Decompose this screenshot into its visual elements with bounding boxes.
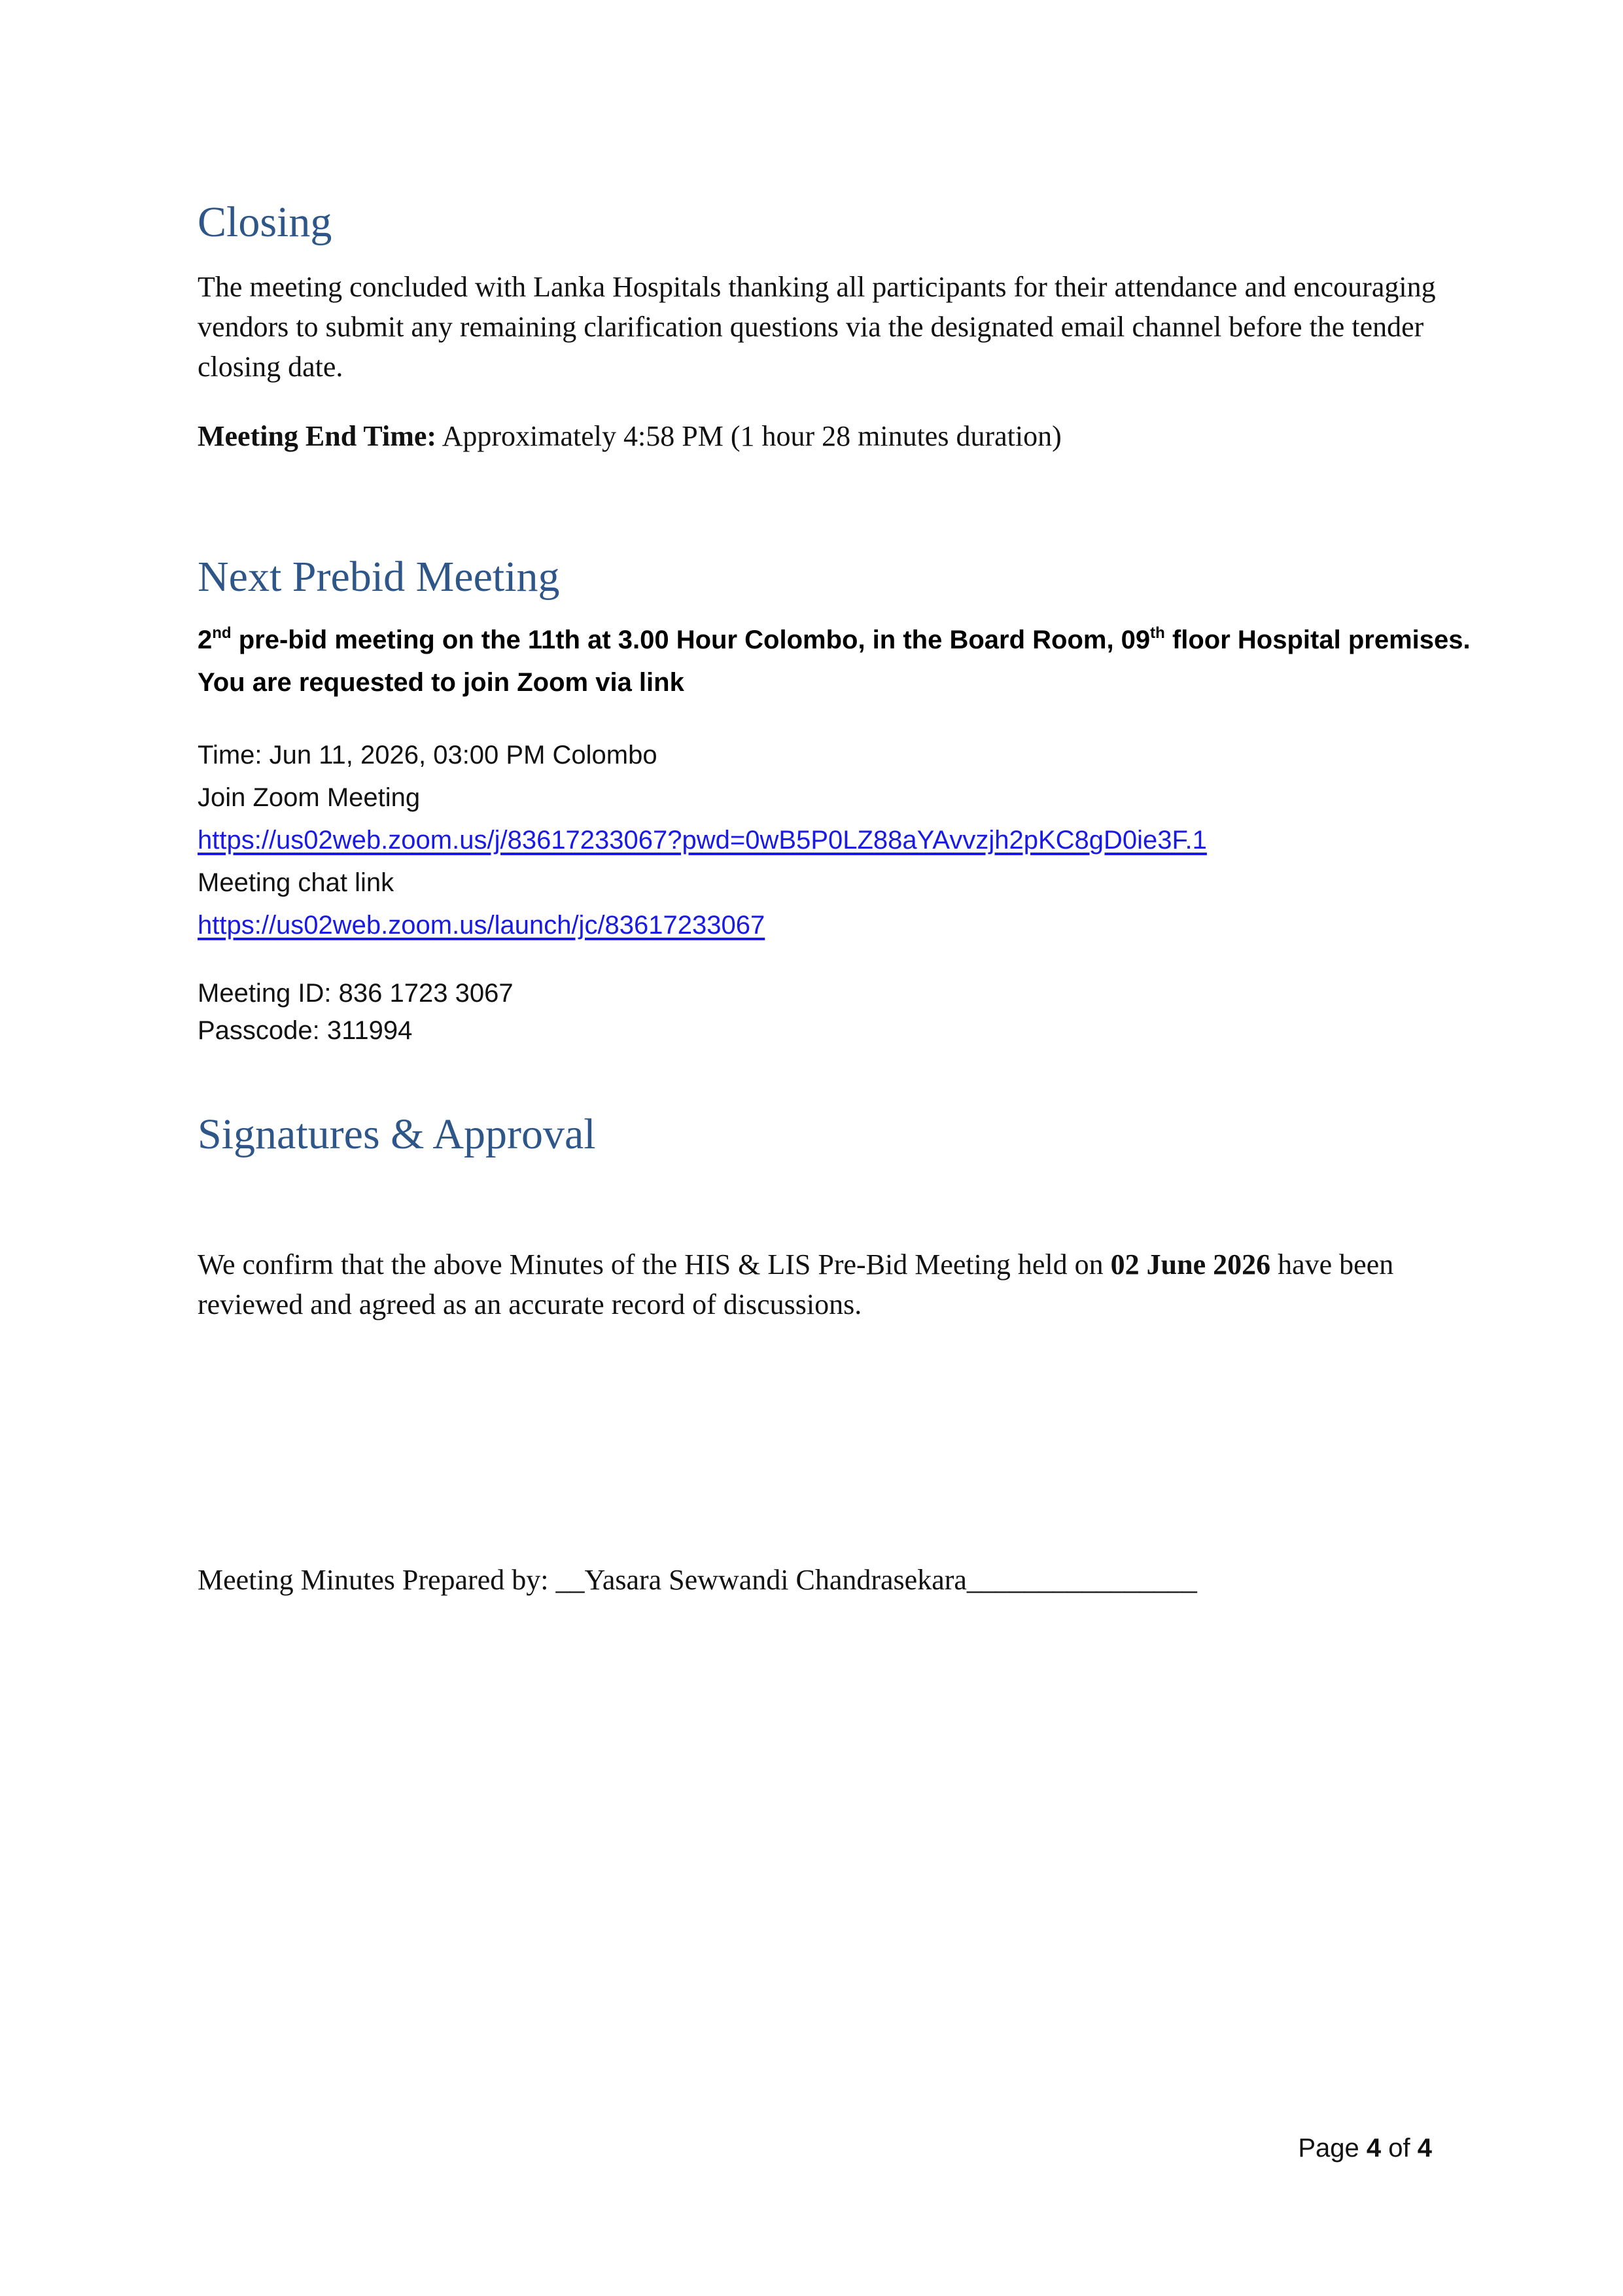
announcement-part-2: floor Hospital premises. You are requested to join Zoom via link [198, 626, 1471, 697]
prepared-by: Meeting Minutes Prepared by: __Yasara Sewwandi Chandrasekara________________ [198, 1564, 1197, 1596]
confirmation-text-1: We confirm that the above Minutes of the HIS & LIS Pre-Bid Meeting held on [198, 1248, 1111, 1280]
join-zoom-label: Join Zoom Meeting [198, 783, 421, 812]
page-total: 4 [1417, 2134, 1432, 2163]
ordinal-suffix: nd [212, 624, 232, 642]
meeting-date: 02 June 2026 [1110, 1248, 1271, 1280]
page-current: 4 [1366, 2134, 1382, 2163]
meeting-end-time-label: Meeting End Time: [198, 420, 437, 452]
signatures-heading: Signatures & Approval [198, 1110, 596, 1158]
of-word: of [1381, 2134, 1418, 2163]
join-zoom-link[interactable]: https://us02web.zoom.us/j/83617233067?pwd=0wB5P0LZ88aYAvvzjh2pKC8gD0ie3F.1 [198, 826, 1207, 855]
meeting-time: Time: Jun 11, 2026, 03:00 PM Colombo [198, 741, 657, 769]
meeting-id: Meeting ID: 836 1723 3067 [198, 979, 514, 1008]
closing-heading: Closing [198, 198, 332, 246]
announcement-part-1: pre-bid meeting on the 11th at 3.00 Hour Colombo, in the Board Room, 09 [231, 626, 1151, 654]
meeting-end-time-value: Approximately 4:58 PM (1 hour 28 minutes duration) [436, 420, 1062, 452]
floor-suffix: th [1150, 624, 1165, 642]
meeting-end-time [198, 416, 1473, 456]
prebid-announcement [198, 619, 1473, 704]
ordinal-number: 2 [198, 626, 213, 654]
closing-paragraph: The meeting concluded with Lanka Hospitals thanking all participants for their attendance and encouraging vendors to submit any remaining clarification questions via the designated email channel before the tender closing date. [198, 271, 1436, 383]
meeting-chat-link[interactable]: https://us02web.zoom.us/launch/jc/83617233067 [198, 911, 765, 940]
page-number [1298, 2132, 1432, 2164]
meeting-passcode: Passcode: 311994 [198, 1016, 413, 1045]
approval-confirmation [198, 1245, 1473, 1324]
meeting-chat-label: Meeting chat link [198, 868, 394, 897]
next-prebid-heading: Next Prebid Meeting [198, 553, 560, 601]
meeting-credentials [198, 975, 1473, 1050]
zoom-details [198, 734, 1473, 947]
page-word: Page [1298, 2134, 1367, 2163]
confirmation-text-2: have been reviewed and agreed as an accurate record of discussions. [198, 1248, 1394, 1320]
